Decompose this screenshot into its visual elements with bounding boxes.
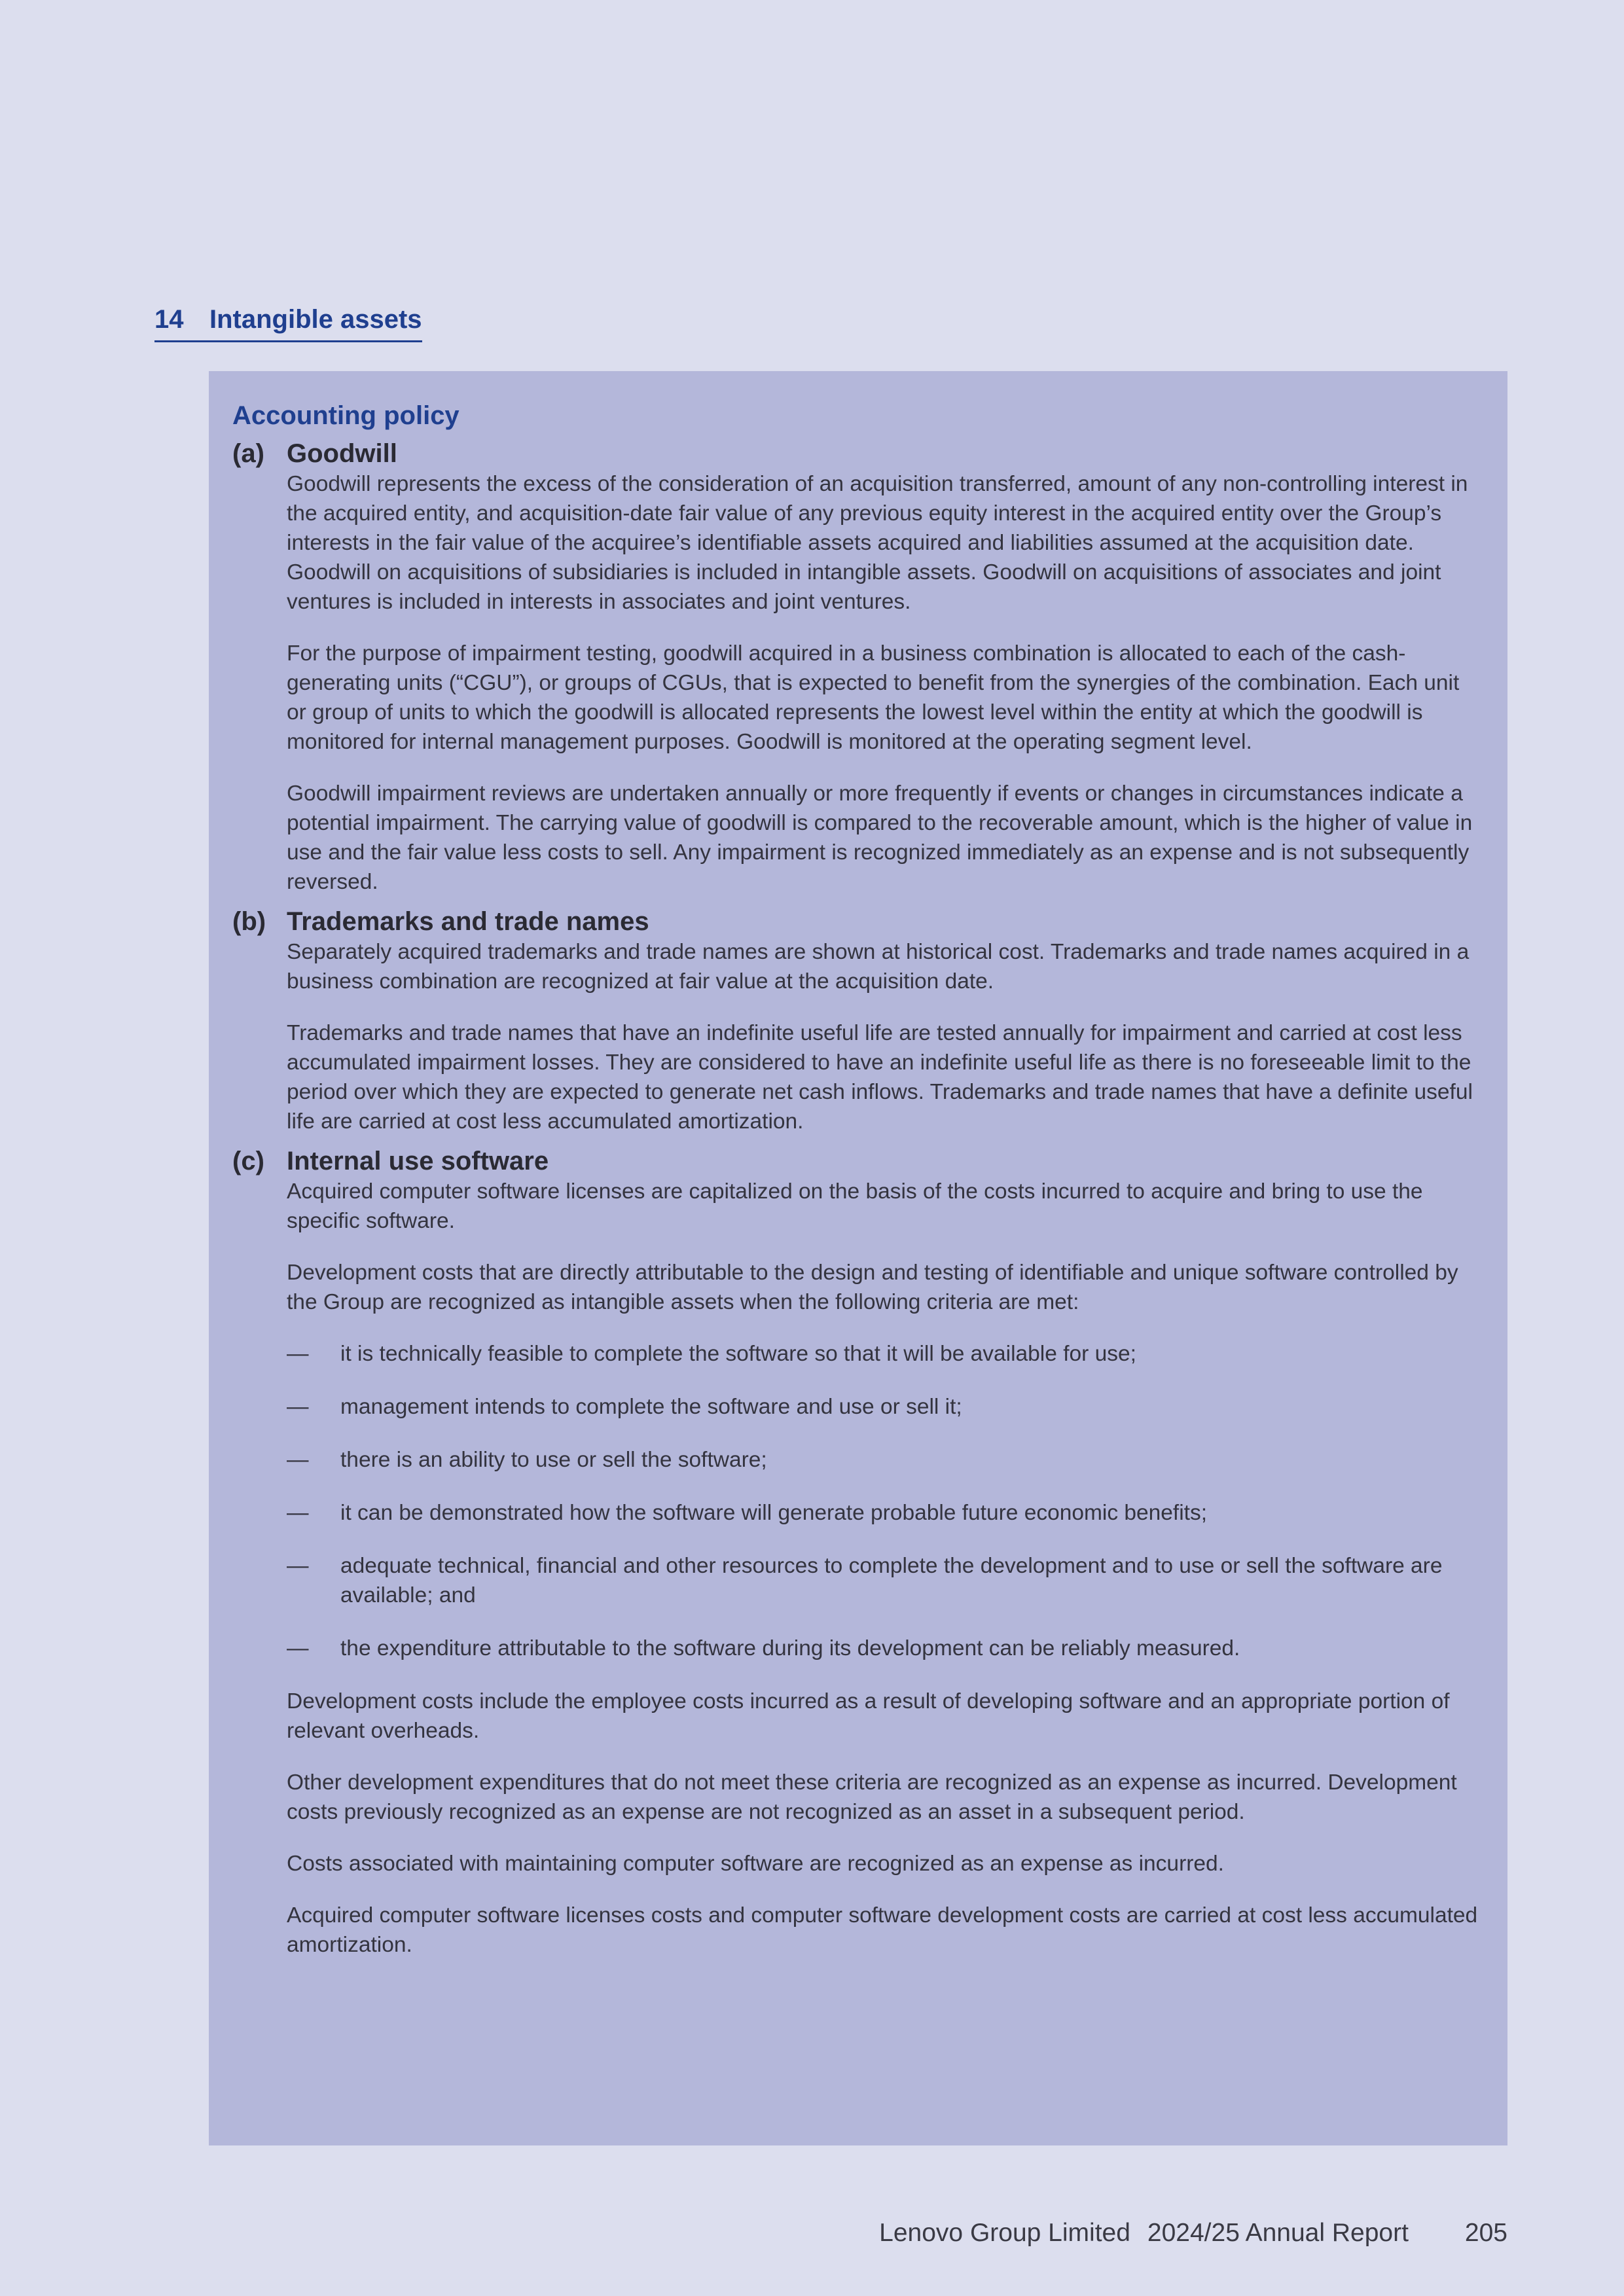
criteria-item xyxy=(287,1551,1481,1610)
subsection-title: Internal use software xyxy=(287,1147,549,1175)
paragraph: Acquired computer software licenses are capitalized on the basis of the costs incurred to acquire and bring to use the specific software. xyxy=(287,1179,1423,1233)
paragraph: Acquired computer software licenses costs and computer software development costs are carried at cost less accumulated amortization. xyxy=(287,1903,1478,1957)
criteria-text: it can be demonstrated how the software will generate probable future economic benefits; xyxy=(340,1501,1208,1525)
dash-bullet: — xyxy=(287,1342,309,1366)
section-heading xyxy=(154,304,422,342)
dash-bullet: — xyxy=(287,1395,309,1419)
paragraph: Development costs include the employee costs incurred as a result of developing software and an appropriate portion of relevant overheads. xyxy=(287,1689,1450,1743)
criteria-text: it is technically feasible to complete the software so that it will be available for use; xyxy=(340,1342,1136,1366)
paragraph: Goodwill impairment reviews are undertaken annually or more frequently if events or changes in circumstances indicate a potential impairment. The carrying value of goodwill is compared to the recoverable amount, which is the higher of value in use and the fair value less costs to sell. Any impairment is recognized immediately as an expense and is not subsequently reversed. xyxy=(287,781,1473,894)
criteria-item xyxy=(287,1498,1481,1528)
paragraph: Other development expenditures that do not meet these criteria are recognized as an expense as incurred. Development costs previously recognized as an expense are not recognized as an asset in a subsequent period. xyxy=(287,1770,1457,1824)
dash-bullet: — xyxy=(287,1636,309,1660)
subsection-title: Trademarks and trade names xyxy=(287,907,649,936)
subsection-letter: (c) xyxy=(232,1147,264,1175)
paragraph: Costs associated with maintaining computer software are recognized as an expense as incurred. xyxy=(287,1852,1224,1876)
section-title: Intangible assets xyxy=(209,305,422,334)
subsection-body-goodwill xyxy=(287,469,1481,897)
criteria-item xyxy=(287,1339,1481,1369)
dash-bullet: — xyxy=(287,1554,309,1578)
criteria-text: adequate technical, financial and other resources to complete the development and to use or sell the software are available; and xyxy=(340,1554,1443,1607)
criteria-item xyxy=(287,1634,1481,1663)
criteria-item xyxy=(287,1445,1481,1475)
paragraph: Separately acquired trademarks and trade names are shown at historical cost. Trademarks and trade names acquired in a business combination are recognized at fair value at the acquisition date. xyxy=(287,940,1470,994)
dash-bullet: — xyxy=(287,1448,309,1472)
accounting-policy-box xyxy=(209,371,1507,2145)
page-number: 205 xyxy=(1464,2219,1507,2247)
subsection-letter: (b) xyxy=(232,907,266,936)
criteria-text: management intends to complete the software and use or sell it; xyxy=(340,1395,962,1419)
subsection-letter: (a) xyxy=(232,439,264,468)
subsection-body-trademarks xyxy=(287,937,1481,1136)
footer-report-title: 2024/25 Annual Report xyxy=(1147,2219,1409,2247)
paragraph: Development costs that are directly attributable to the design and testing of identifiable and unique software controlled by the Group are recognized as intangible assets when the following criteria are met: xyxy=(287,1261,1458,1314)
paragraph: Goodwill represents the excess of the consideration of an acquisition transferred, amount of any non-controlling interest in the acquired entity, and acquisition-date fair value of any previous equity interest in the acquired entity over the Group’s interests in the fair value of the acquiree’s identifiable assets acquired and liabilities assumed at the acquisition date. Goodwill on acquisitions of subsidiaries is included in intangible assets. Goodwill on acquisitions of associates and joint ventures is included in interests in associates and joint ventures. xyxy=(287,472,1468,614)
subsection-heading-trademarks xyxy=(232,906,1481,937)
subsection-title: Goodwill xyxy=(287,439,397,468)
subsection-body-software xyxy=(287,1177,1481,1960)
criteria-text: the expenditure attributable to the software during its development can be reliably measured. xyxy=(340,1636,1240,1660)
section-number: 14 xyxy=(154,305,184,334)
footer-company: Lenovo Group Limited xyxy=(879,2219,1130,2247)
paragraph: For the purpose of impairment testing, goodwill acquired in a business combination is allocated to each of the cash-generating units (“CGU”), or groups of CGUs, that is expected to benefit from the synergies of the combination. Each unit or group of units to which the goodwill is allocated represents the lowest level within the entity at which the goodwill is monitored for internal management purposes. Goodwill is monitored at the operating segment level. xyxy=(287,641,1460,754)
subsection-heading-software xyxy=(232,1145,1481,1177)
subsection-heading-goodwill xyxy=(232,438,1481,469)
paragraph: Trademarks and trade names that have an indefinite useful life are tested annually for impairment and carried at cost less accumulated impairment losses. They are considered to have an indefinite useful life as there is no foreseeable limit to the period over which they are expected to generate net cash inflows. Trademarks and trade names that have a definite useful life are carried at cost less accumulated amortization. xyxy=(287,1021,1473,1134)
dash-bullet: — xyxy=(287,1501,309,1525)
criteria-text: there is an ability to use or sell the software; xyxy=(340,1448,767,1472)
page-footer xyxy=(879,2219,1507,2248)
box-title: Accounting policy xyxy=(232,401,460,430)
criteria-item xyxy=(287,1392,1481,1422)
